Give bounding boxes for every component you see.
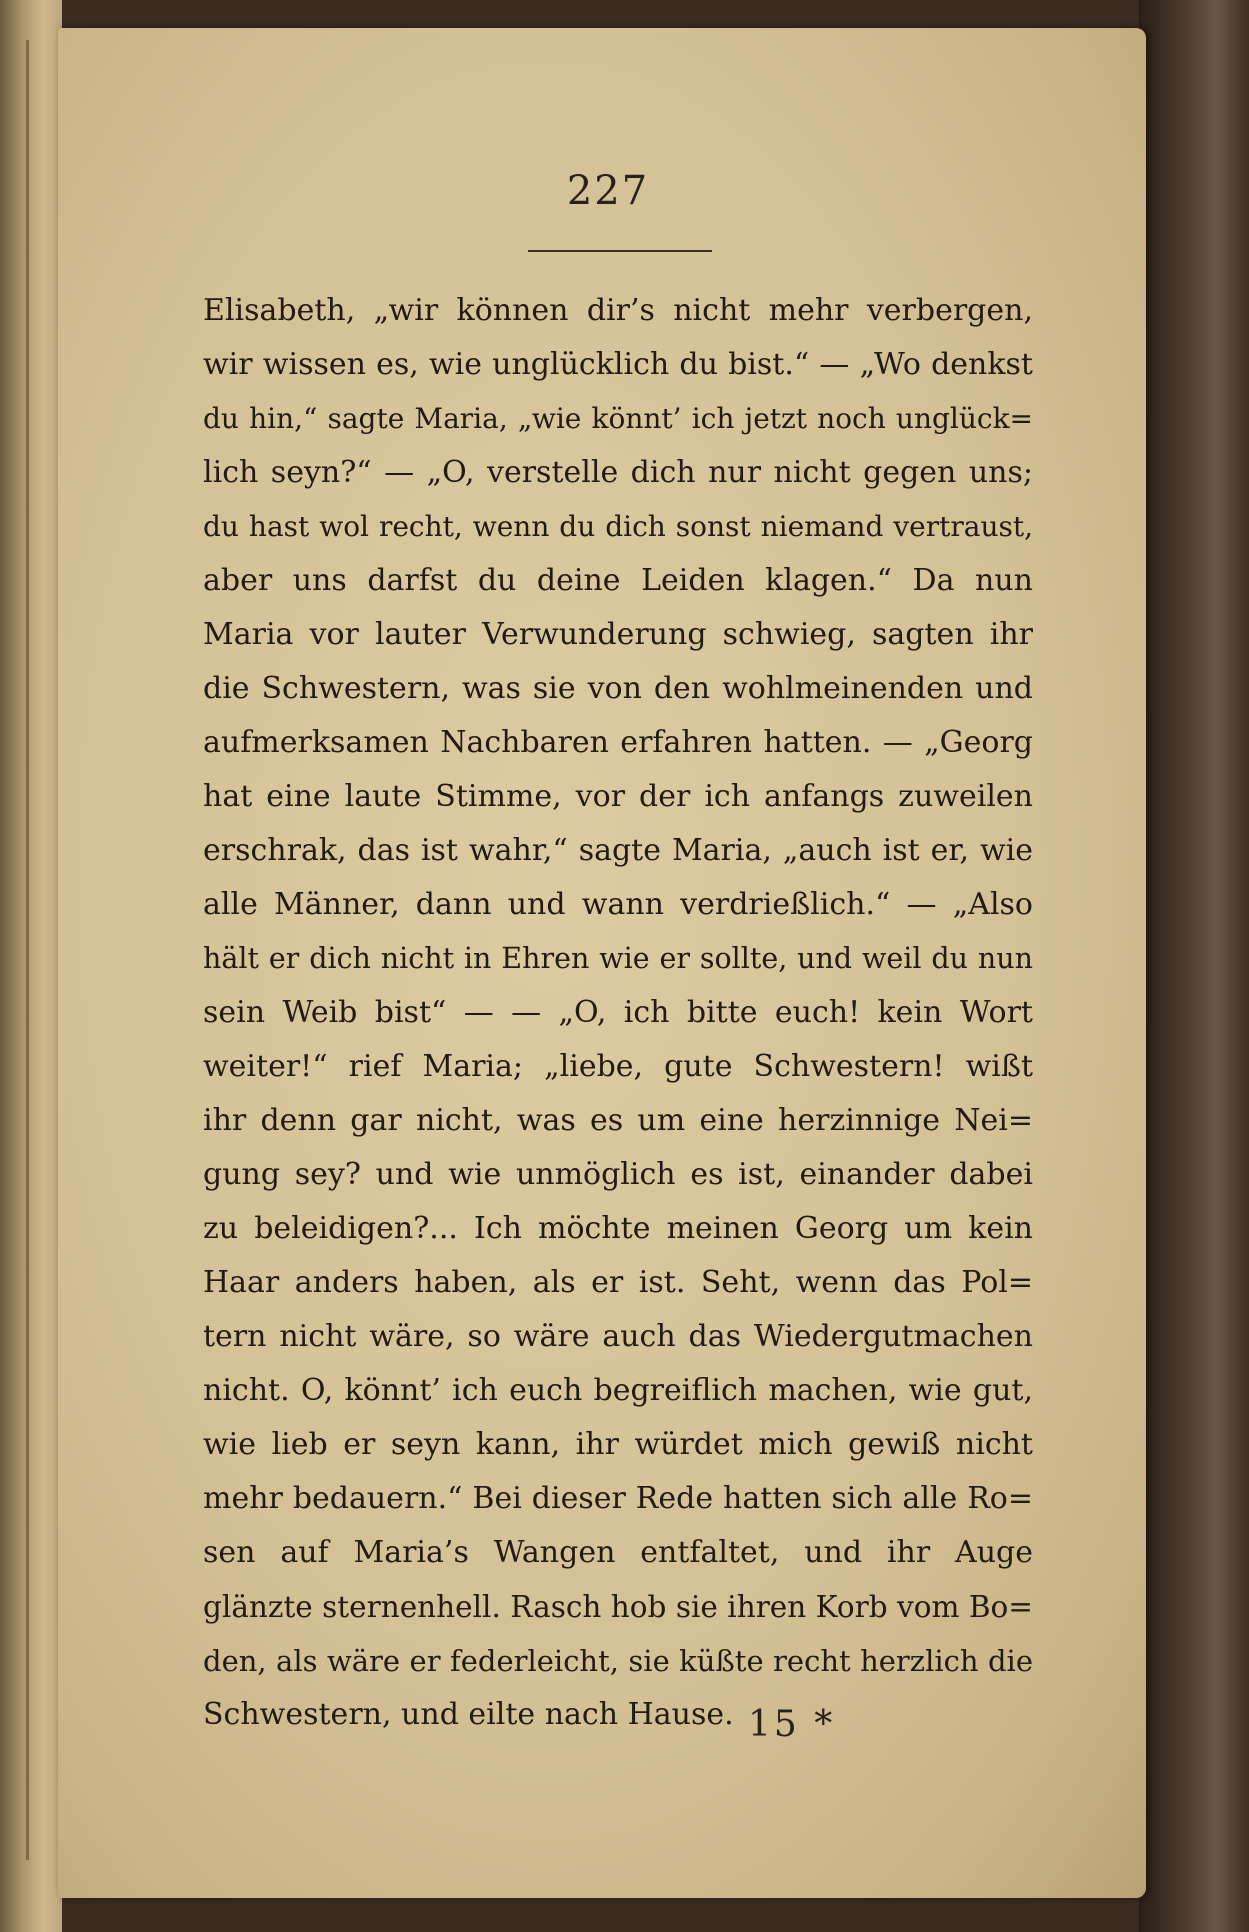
text-line: sein Weib bist“ — — „O, ich bitte euch! kein Wort (203, 995, 1033, 1030)
text-line: aufmerksamen Nachbaren erfahren hatten. — „Georg (203, 725, 1033, 760)
text-line: gung sey? und wie unmöglich es ist, einander dabei (203, 1157, 1033, 1192)
text-line: weiter!“ rief Maria; „liebe, gute Schwestern! wißt (203, 1049, 1033, 1084)
gutter-line (26, 40, 29, 1860)
text-line: du hin,“ sagte Maria, „wie könnt’ ich jetzt noch unglück= (203, 402, 1033, 435)
book-cover-edge (1139, 0, 1249, 1932)
body-text (203, 284, 1033, 1742)
text-line: lich seyn?“ — „O, verstelle dich nur nicht gegen uns; (203, 455, 1033, 490)
text-line: mehr bedauern.“ Bei dieser Rede hatten sich alle Ro= (203, 1481, 1033, 1516)
text-line: alle Männer, dann und wann verdrießlich.“ — „Also (203, 887, 1033, 922)
text-line: nicht. O, könnt’ ich euch begreiflich machen, wie gut, (203, 1373, 1033, 1408)
book-binding-left (0, 0, 62, 1932)
text-line: den, als wäre er federleicht, sie küßte recht herzlich die (203, 1644, 1033, 1678)
book-page (58, 28, 1146, 1898)
text-line: du hast wol recht, wenn du dich sonst niemand vertraust, (203, 510, 1033, 543)
text-line: aber uns darfst du deine Leiden klagen.“ Da nun (203, 563, 1033, 598)
text-line: Elisabeth, „wir können dir’s nicht mehr verbergen, (203, 293, 1033, 328)
text-line: die Schwestern, was sie von den wohlmeinenden und (203, 671, 1033, 706)
printer-signature: 15 * (748, 1704, 836, 1745)
text-line: Haar anders haben, als er ist. Seht, wenn das Pol= (203, 1265, 1033, 1300)
header-rule (528, 250, 712, 252)
text-line: zu beleidigen?... Ich möchte meinen Georg um kein (203, 1211, 1033, 1246)
text-line: hält er dich nicht in Ehren wie er sollte, und weil du nun (203, 942, 1033, 975)
text-line: Maria vor lauter Verwunderung schwieg, sagten ihr (203, 617, 1033, 652)
text-line: glänzte sternenhell. Rasch hob sie ihren Korb vom Bo= (203, 1590, 1033, 1624)
text-line: ihr denn gar nicht, was es um eine herzinnige Nei= (203, 1103, 1033, 1138)
text-line: wie lieb er seyn kann, ihr würdet mich gewiß nicht (203, 1427, 1033, 1462)
text-line: tern nicht wäre, so wäre auch das Wiedergutmachen (203, 1319, 1033, 1354)
text-line: Schwestern, und eilte nach Hause. (203, 1697, 734, 1732)
text-line: hat eine laute Stimme, vor der ich anfangs zuweilen (203, 779, 1033, 814)
text-line: erschrak, das ist wahr,“ sagte Maria, „auch ist er, wie (203, 833, 1033, 868)
page-number: 227 (566, 168, 650, 214)
text-line: sen auf Maria’s Wangen entfaltet, und ihr Auge (203, 1535, 1033, 1570)
text-line: wir wissen es, wie unglücklich du bist.“ — „Wo denkst (203, 347, 1033, 382)
